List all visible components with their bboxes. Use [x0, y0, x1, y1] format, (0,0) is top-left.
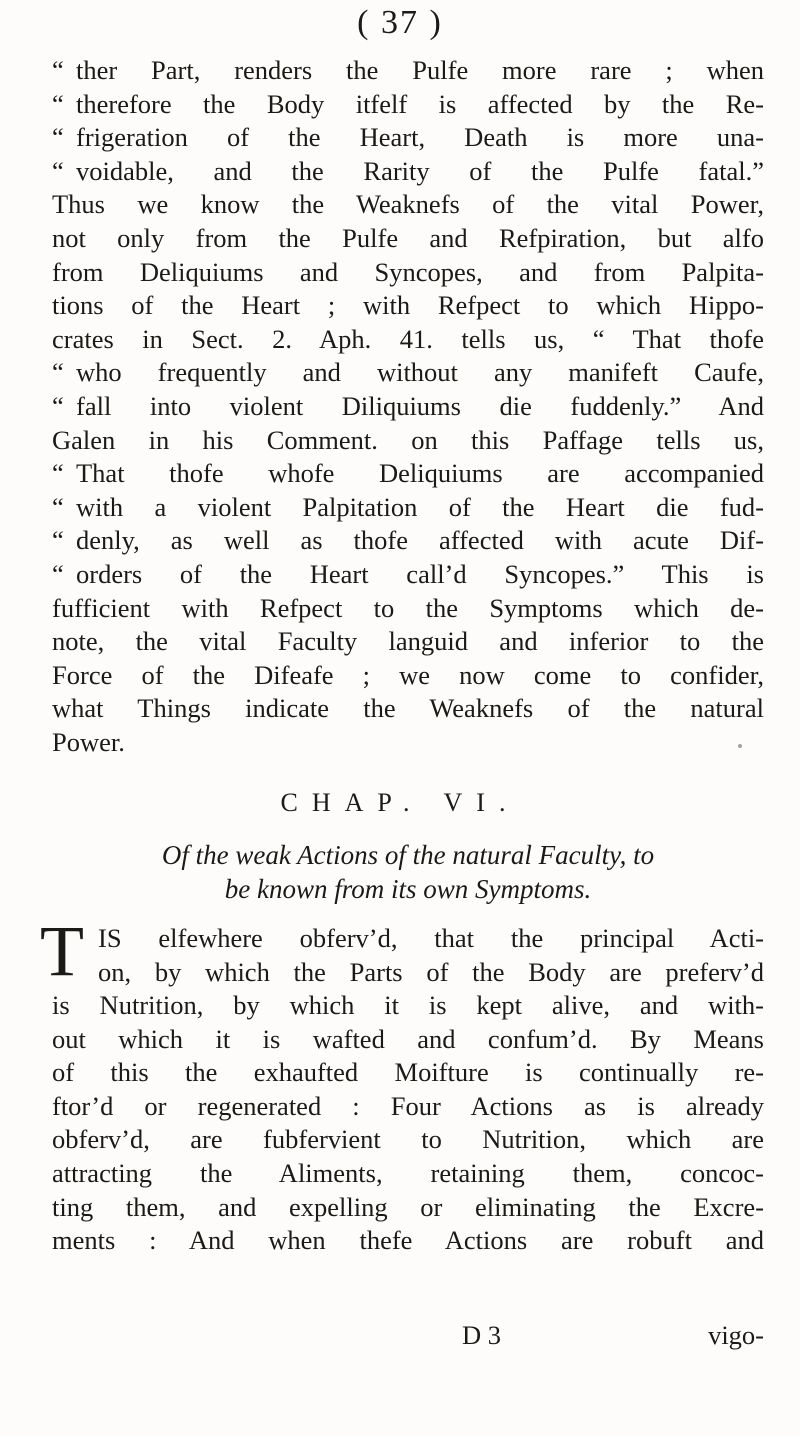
ink-speck: [738, 744, 742, 748]
text-line: [52, 323, 764, 357]
text-line: [52, 222, 764, 256]
text-line: obferv’d, are fubfervient to Nutrition, which are: [52, 1124, 764, 1155]
paragraph-body-2-indented: [98, 922, 764, 989]
line-text: not only from the Pulfe and Refpiration, but alfo: [52, 222, 764, 253]
quotation-mark: “: [52, 525, 64, 556]
text-line: [52, 457, 764, 491]
quotation-mark: “: [52, 55, 64, 85]
text-line: IS elfewhere obferv’d, that the principal Acti-: [98, 923, 764, 953]
text-line: attracting the Aliments, retaining them, concoc-: [52, 1157, 764, 1188]
text-line: is Nutrition, by which it is kept alive, and with-: [52, 990, 764, 1020]
text-line: on, by which the Parts of the Body are preferv’d: [98, 956, 764, 987]
line-text: fufficient with Refpect to the Symptoms which de-: [52, 592, 764, 623]
paragraph-body-2: [52, 989, 764, 1258]
text-line: out which it is wafted and confum’d. By Means: [52, 1023, 764, 1054]
line-text: tions of the Heart ; with Refpect to which Hippo-: [52, 290, 764, 321]
text-line: [52, 558, 764, 592]
line-text: voidable, and the Rarity of the Pulfe fatal.”: [76, 155, 764, 186]
quotation-mark: “: [52, 458, 64, 489]
quotation-mark: “: [52, 122, 64, 153]
chapter-heading: CHAP. VI.: [280, 788, 520, 817]
line-text: Galen in his Comment. on this Paffage tells us,: [52, 424, 764, 455]
line-text: Thus we know the Weaknefs of the vital Power,: [52, 189, 764, 220]
line-text: what Things indicate the Weaknefs of the natural: [52, 693, 764, 724]
chapter-title-line-2: be known from its own Symptoms.: [224, 873, 592, 904]
quotation-mark: “: [52, 390, 64, 421]
text-line: [52, 356, 764, 390]
line-text: Force of the Difeafe ; we now come to confider,: [52, 659, 764, 690]
text-line: of this the exhaufted Moifture is continually re-: [52, 1057, 764, 1088]
line-text: denly, as well as thofe affected with acute Dif-: [76, 525, 764, 556]
text-line: [52, 88, 764, 122]
line-text: frigeration of the Heart, Death is more una-: [76, 122, 764, 153]
text-line: [52, 121, 764, 155]
text-line: [52, 692, 764, 726]
chapter-title-line-1: Of the weak Actions of the natural Faculty, to: [161, 840, 655, 870]
quotation-mark: “: [52, 357, 64, 388]
line-text: crates in Sect. 2. Aph. 41. tells us, “ That thofe: [52, 323, 764, 354]
text-line: ments : And when thefe Actions are robuft and: [52, 1225, 764, 1256]
page-footer: [52, 1320, 764, 1354]
text-line: [52, 726, 764, 760]
quotation-mark: “: [52, 155, 64, 186]
signature-mark: D 3: [462, 1320, 502, 1350]
catchword: vigo-: [708, 1320, 764, 1350]
text-line: [52, 524, 764, 558]
line-text: fall into violent Diliquiums die fuddenly.” And: [76, 390, 764, 421]
quotation-mark: “: [52, 88, 64, 119]
line-text: therefore the Body itfelf is affected by the Re-: [76, 88, 764, 119]
line-text: with a violent Palpitation of the Heart die fud-: [76, 491, 764, 522]
text-line: [52, 289, 764, 323]
page-number: ( 37 ): [357, 4, 443, 41]
line-text: ther Part, renders the Pulfe more rare ; when: [76, 55, 764, 85]
line-text: orders of the Heart call’d Syncopes.” This is: [76, 558, 764, 589]
quotation-mark: “: [52, 491, 64, 522]
text-line: [52, 54, 764, 88]
text-line: [52, 256, 764, 290]
line-text: note, the vital Faculty languid and inferior to the: [52, 626, 764, 657]
chapter-title: [52, 838, 764, 905]
drop-cap-letter: T: [40, 911, 84, 991]
text-line: [52, 592, 764, 626]
text-line: [52, 424, 764, 458]
text-line: [52, 659, 764, 693]
line-text: Power.: [52, 726, 125, 757]
text-line: ting them, and expelling or eliminating the Excre-: [52, 1191, 764, 1222]
line-text: who frequently and without any manifeft Caufe,: [76, 357, 764, 388]
paragraph-body-1: [52, 54, 764, 759]
quotation-mark: “: [52, 558, 64, 589]
line-text: That thofe whofe Deliquiums are accompanied: [76, 458, 764, 489]
text-line: [52, 491, 764, 525]
text-line: [52, 155, 764, 189]
text-line: [52, 625, 764, 659]
text-line: [52, 188, 764, 222]
line-text: from Deliquiums and Syncopes, and from Palpita-: [52, 256, 764, 287]
text-line: ftor’d or regenerated : Four Actions as is already: [52, 1090, 764, 1121]
text-line: [52, 390, 764, 424]
